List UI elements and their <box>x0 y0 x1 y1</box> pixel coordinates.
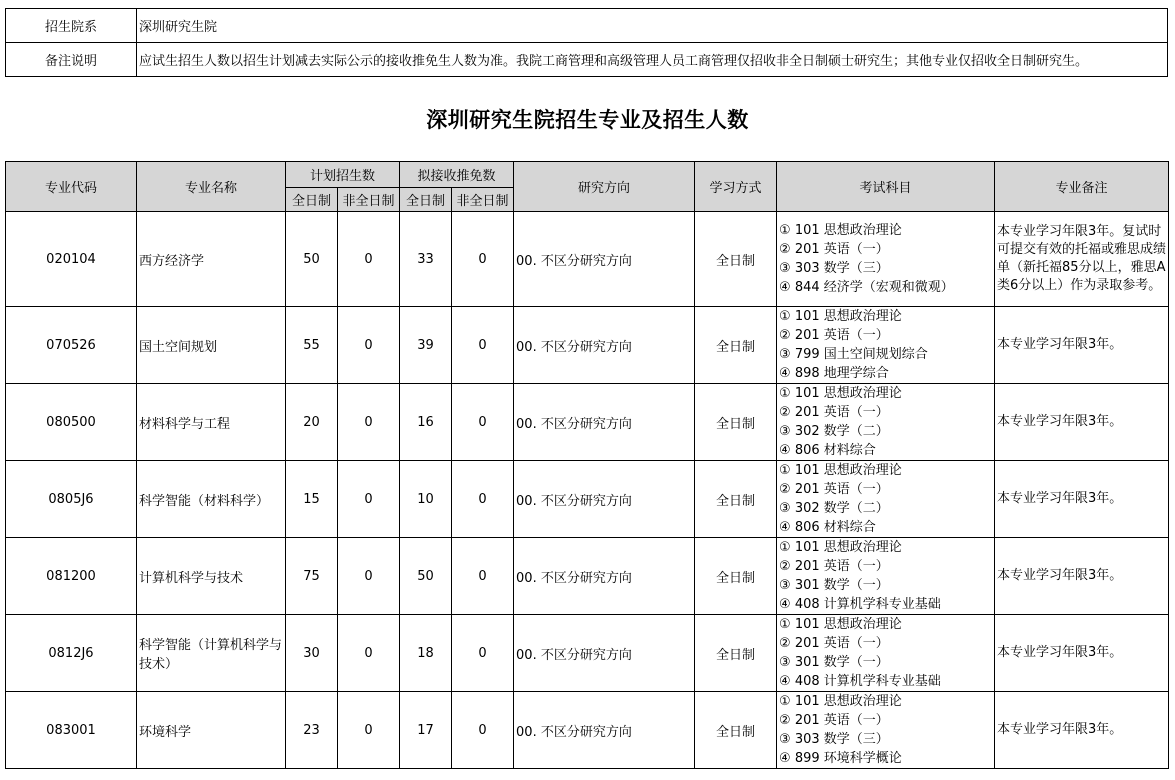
header-exempt-fulltime: 全日制 <box>400 188 452 212</box>
exam-subject-item: ① 101 思想政治理论 <box>779 694 902 709</box>
header-exempt: 拟接收推免数 <box>400 162 514 188</box>
exempt-parttime: 0 <box>452 212 514 307</box>
header-plan: 计划招生数 <box>286 162 400 188</box>
plan-parttime: 0 <box>338 384 400 461</box>
exam-subject-item: ③ 301 数学（一） <box>779 655 889 670</box>
exam-subject-item: ① 101 思想政治理论 <box>779 540 902 555</box>
exam-subject-item: ② 201 英语（一） <box>779 713 889 728</box>
major-name: 西方经济学 <box>137 212 286 307</box>
exam-subject-item: ② 201 英语（一） <box>779 328 889 343</box>
remark-value: 应试生招生人数以招生计划减去实际公示的接收推免生人数为准。我院工商管理和高级管理人员工商管理仅招收非全日制硕士研究生；其他专业仅招收全日制研究生。 <box>137 43 1168 77</box>
table-row <box>6 461 1169 538</box>
research-direction: 00. 不区分研究方向 <box>514 692 695 769</box>
dept-row <box>6 9 1168 43</box>
remark-row <box>6 43 1168 77</box>
exempt-parttime: 0 <box>452 538 514 615</box>
research-direction: 00. 不区分研究方向 <box>514 212 695 307</box>
research-direction: 00. 不区分研究方向 <box>514 461 695 538</box>
major-code: 081200 <box>6 538 137 615</box>
major-code: 083001 <box>6 692 137 769</box>
exam-subjects <box>777 461 995 538</box>
major-code: 0805J6 <box>6 461 137 538</box>
major-note: 本专业学习年限3年。 <box>995 461 1169 538</box>
table-row <box>6 692 1169 769</box>
exam-subject-item: ② 201 英语（一） <box>779 559 889 574</box>
research-direction: 00. 不区分研究方向 <box>514 615 695 692</box>
table-row <box>6 538 1169 615</box>
header-plan-fulltime: 全日制 <box>286 188 338 212</box>
major-note: 本专业学习年限3年。 <box>995 384 1169 461</box>
plan-fulltime: 75 <box>286 538 338 615</box>
table-body <box>6 212 1169 769</box>
dept-value: 深圳研究生院 <box>137 9 1168 43</box>
exam-subject-item: ④ 898 地理学综合 <box>779 366 889 381</box>
exempt-fulltime: 18 <box>400 615 452 692</box>
major-name: 计算机科学与技术 <box>137 538 286 615</box>
major-name: 材料科学与工程 <box>137 384 286 461</box>
major-name: 国土空间规划 <box>137 307 286 384</box>
exam-subjects <box>777 212 995 307</box>
research-direction: 00. 不区分研究方向 <box>514 307 695 384</box>
exam-subjects <box>777 538 995 615</box>
exam-subject-item: ① 101 思想政治理论 <box>779 309 902 324</box>
exam-subject-item: ② 201 英语（一） <box>779 242 889 257</box>
remark-label: 备注说明 <box>6 43 137 77</box>
exam-subject-item: ② 201 英语（一） <box>779 636 889 651</box>
exam-subject-item: ③ 303 数学（三） <box>779 732 889 747</box>
study-mode: 全日制 <box>695 461 777 538</box>
exam-subject-item: ② 201 英语（一） <box>779 482 889 497</box>
exam-subject-item: ④ 408 计算机学科专业基础 <box>779 597 941 612</box>
major-code: 0812J6 <box>6 615 137 692</box>
exempt-fulltime: 50 <box>400 538 452 615</box>
exam-subject-item: ① 101 思想政治理论 <box>779 617 902 632</box>
major-name: 环境科学 <box>137 692 286 769</box>
study-mode: 全日制 <box>695 212 777 307</box>
exempt-parttime: 0 <box>452 615 514 692</box>
exam-subjects <box>777 384 995 461</box>
info-table <box>5 8 1168 77</box>
plan-fulltime: 15 <box>286 461 338 538</box>
major-note: 本专业学习年限3年。 <box>995 538 1169 615</box>
table-row <box>6 212 1169 307</box>
header-plan-parttime: 非全日制 <box>338 188 400 212</box>
table-row <box>6 307 1169 384</box>
exam-subject-item: ① 101 思想政治理论 <box>779 386 902 401</box>
exam-subject-item: ③ 303 数学（三） <box>779 261 889 276</box>
exam-subject-item: ④ 806 材料综合 <box>779 443 876 458</box>
exam-subject-item: ① 101 思想政治理论 <box>779 223 902 238</box>
exam-subject-item: ④ 844 经济学（宏观和微观） <box>779 280 954 295</box>
header-direction: 研究方向 <box>514 162 695 212</box>
major-name: 科学智能（材料科学） <box>137 461 286 538</box>
research-direction: 00. 不区分研究方向 <box>514 538 695 615</box>
major-note: 本专业学习年限3年。 <box>995 615 1169 692</box>
study-mode: 全日制 <box>695 384 777 461</box>
exempt-fulltime: 17 <box>400 692 452 769</box>
exempt-parttime: 0 <box>452 307 514 384</box>
plan-fulltime: 55 <box>286 307 338 384</box>
plan-parttime: 0 <box>338 212 400 307</box>
exam-subject-item: ③ 301 数学（一） <box>779 578 889 593</box>
study-mode: 全日制 <box>695 538 777 615</box>
exam-subject-item: ④ 899 环境科学概论 <box>779 751 902 766</box>
header-name: 专业名称 <box>137 162 286 212</box>
exempt-fulltime: 10 <box>400 461 452 538</box>
exam-subject-item: ③ 302 数学（二） <box>779 424 889 439</box>
plan-fulltime: 50 <box>286 212 338 307</box>
research-direction: 00. 不区分研究方向 <box>514 384 695 461</box>
major-table <box>5 161 1169 769</box>
major-note: 本专业学习年限3年。 <box>995 692 1169 769</box>
exam-subject-item: ④ 806 材料综合 <box>779 520 876 535</box>
header-exempt-parttime: 非全日制 <box>452 188 514 212</box>
plan-fulltime: 30 <box>286 615 338 692</box>
page-title: 深圳研究生院招生专业及招生人数 <box>426 108 749 132</box>
study-mode: 全日制 <box>695 692 777 769</box>
major-code: 020104 <box>6 212 137 307</box>
header-code: 专业代码 <box>6 162 137 212</box>
exempt-parttime: 0 <box>452 692 514 769</box>
major-code: 080500 <box>6 384 137 461</box>
exam-subject-item: ③ 799 国土空间规划综合 <box>779 347 928 362</box>
exempt-parttime: 0 <box>452 461 514 538</box>
study-mode: 全日制 <box>695 307 777 384</box>
exam-subjects <box>777 615 995 692</box>
plan-parttime: 0 <box>338 307 400 384</box>
major-code: 070526 <box>6 307 137 384</box>
plan-fulltime: 23 <box>286 692 338 769</box>
exempt-parttime: 0 <box>452 384 514 461</box>
dept-label: 招生院系 <box>6 9 137 43</box>
major-note: 本专业学习年限3年。复试时可提交有效的托福或雅思成绩单（新托福85分以上，雅思A类6分以上）作为录取参考。 <box>995 212 1169 307</box>
major-note: 本专业学习年限3年。 <box>995 307 1169 384</box>
plan-parttime: 0 <box>338 692 400 769</box>
table-header <box>6 162 1169 212</box>
exam-subject-item: ① 101 思想政治理论 <box>779 463 902 478</box>
header-mode: 学习方式 <box>695 162 777 212</box>
exam-subject-item: ② 201 英语（一） <box>779 405 889 420</box>
plan-parttime: 0 <box>338 615 400 692</box>
study-mode: 全日制 <box>695 615 777 692</box>
table-row <box>6 384 1169 461</box>
exam-subjects <box>777 692 995 769</box>
exempt-fulltime: 33 <box>400 212 452 307</box>
exempt-fulltime: 39 <box>400 307 452 384</box>
exam-subject-item: ③ 302 数学（二） <box>779 501 889 516</box>
plan-parttime: 0 <box>338 461 400 538</box>
header-subjects: 考试科目 <box>777 162 995 212</box>
header-note: 专业备注 <box>995 162 1169 212</box>
table-row <box>6 615 1169 692</box>
exam-subjects <box>777 307 995 384</box>
exam-subject-item: ④ 408 计算机学科专业基础 <box>779 674 941 689</box>
major-name: 科学智能（计算机科学与技术） <box>137 615 286 692</box>
plan-parttime: 0 <box>338 538 400 615</box>
exempt-fulltime: 16 <box>400 384 452 461</box>
plan-fulltime: 20 <box>286 384 338 461</box>
